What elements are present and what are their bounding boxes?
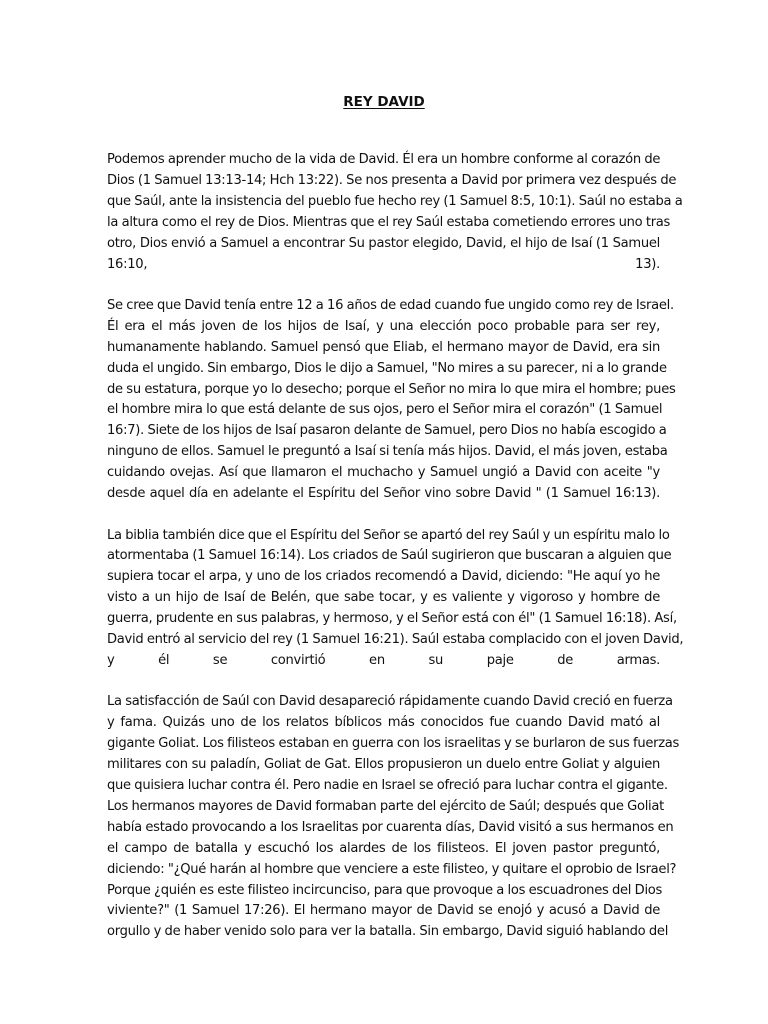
text-line: atormentaba (1 Samuel 16:14). Los criados de Saúl sugirieron que buscaran a alguien que bbox=[107, 548, 672, 564]
text-line: Dios (1 Samuel 13:13-14; Hch 13:22). Se nos presenta a David por primera vez después de bbox=[107, 172, 677, 188]
text-line: Porque ¿quién es este filisteo incircunciso, para que provoque a los escuadrones del Dios bbox=[107, 882, 663, 898]
text-line: guerra, prudente en sus palabras, y hermoso, y el Señor está con él" (1 Samuel 16:18). Así, bbox=[107, 611, 677, 627]
text-line: otro, Dios envió a Samuel a encontrar Su pastor elegido, David, el hijo de Isaí (1 Samuel bbox=[107, 235, 660, 251]
text-line: duda el ungido. Sin embargo, Dios le dijo a Samuel, "No mires a su parecer, ni a lo grande bbox=[107, 360, 667, 376]
text-line: supiera tocar el arpa, y uno de los criados recomendó a David, diciendo: "He aquí yo he bbox=[107, 569, 660, 585]
text-line: visto a un hijo de Isaí de Belén, que sabe tocar, y es valiente y vigoroso y hombre de bbox=[107, 590, 660, 606]
text-line: de su estatura, porque yo lo desecho; porque el Señor no mira lo que mira el hombre; pues bbox=[107, 381, 676, 397]
text-line: humanamente hablando. Samuel pensó que Eliab, el hermano mayor de David, era sin bbox=[107, 339, 660, 355]
text-line: ninguno de ellos. Samuel le preguntó a Isaí si tenía más hijos. David, el más joven, estaba bbox=[107, 444, 668, 460]
text-line: había estado provocando a los Israelitas por cuarenta días, David visitó a sus hermanos en bbox=[107, 819, 674, 835]
text-line: y fama. Quizás uno de los relatos bíblicos más conocidos fue cuando David mató al bbox=[107, 715, 660, 731]
document-title-text: REY DAVID bbox=[343, 94, 425, 110]
text-line: Podemos aprender mucho de la vida de David. Él era un hombre conforme al corazón de bbox=[107, 152, 661, 167]
text-line: La biblia también dice que el Espíritu del Señor se apartó del rey Saúl y un espíritu malo lo bbox=[107, 527, 670, 543]
text-line: cuidando ovejas. Así que llamaron el muchacho y Samuel ungió a David con aceite "y bbox=[107, 465, 660, 481]
paragraph bbox=[107, 692, 680, 943]
paragraph bbox=[107, 526, 684, 672]
document-title bbox=[0, 93, 768, 111]
text-line: y él se convirtió en su paje de armas. bbox=[107, 652, 660, 668]
document-body bbox=[107, 150, 684, 964]
text-line: militares con su paladín, Goliat de Gat. Ellos propusieron un duelo entre Goliat y alguien bbox=[107, 757, 660, 773]
text-line: Los hermanos mayores de David formaban parte del ejército de Saúl; después que Goliat bbox=[107, 798, 665, 814]
text-line: desde aquel día en adelante el Espíritu del Señor vino sobre David " (1 Samuel 16:13). bbox=[107, 486, 660, 502]
text-line: 16:7). Siete de los hijos de Isaí pasaron delante de Samuel, pero Dios no había escogido a bbox=[107, 423, 667, 439]
text-line: orgullo y de haber venido solo para ver la batalla. Sin embargo, David siguió hablando del bbox=[107, 924, 669, 940]
text-line: gigante Goliat. Los filisteos estaban en guerra con los israelitas y se burlaron de sus fuerzas bbox=[107, 736, 680, 752]
text-line: que quisiera luchar contra él. Pero nadie en Israel se ofreció para luchar contra el gigante. bbox=[107, 777, 668, 793]
text-line: La satisfacción de Saúl con David desapareció rápidamente cuando David creció en fuerza bbox=[107, 694, 673, 710]
text-line: Se cree que David tenía entre 12 a 16 años de edad cuando fue ungido como rey de Israel. bbox=[107, 297, 674, 313]
text-line: David entró al servicio del rey (1 Samuel 16:21). Saúl estaba complacido con el joven David, bbox=[107, 632, 684, 648]
text-line: el hombre mira lo que está delante de sus ojos, pero el Señor mira el corazón" (1 Samuel bbox=[107, 402, 663, 418]
text-line: que Saúl, ante la insistencia del pueblo fue hecho rey (1 Samuel 8:5, 10:1). Saúl no estaba a bbox=[107, 193, 683, 209]
paragraph bbox=[107, 296, 676, 505]
text-line: la altura como el rey de Dios. Mientras que el rey Saúl estaba cometiendo errores uno tras bbox=[107, 214, 671, 230]
text-line: diciendo: "¿Qué harán al hombre que venciere a este filisteo, y quitare el oprobio de Israel? bbox=[107, 861, 677, 877]
text-line: Él era el más joven de los hijos de Isaí, y una elección poco probable para ser rey, bbox=[107, 318, 660, 334]
text-line: el campo de batalla y escuchó los alardes de los filisteos. El joven pastor preguntó, bbox=[107, 840, 660, 856]
paragraph bbox=[107, 150, 683, 275]
text-line: viviente?" (1 Samuel 17:26). El hermano mayor de David se enojó y acusó a David de bbox=[107, 903, 660, 919]
text-line: 16:10, 13). bbox=[107, 256, 660, 272]
